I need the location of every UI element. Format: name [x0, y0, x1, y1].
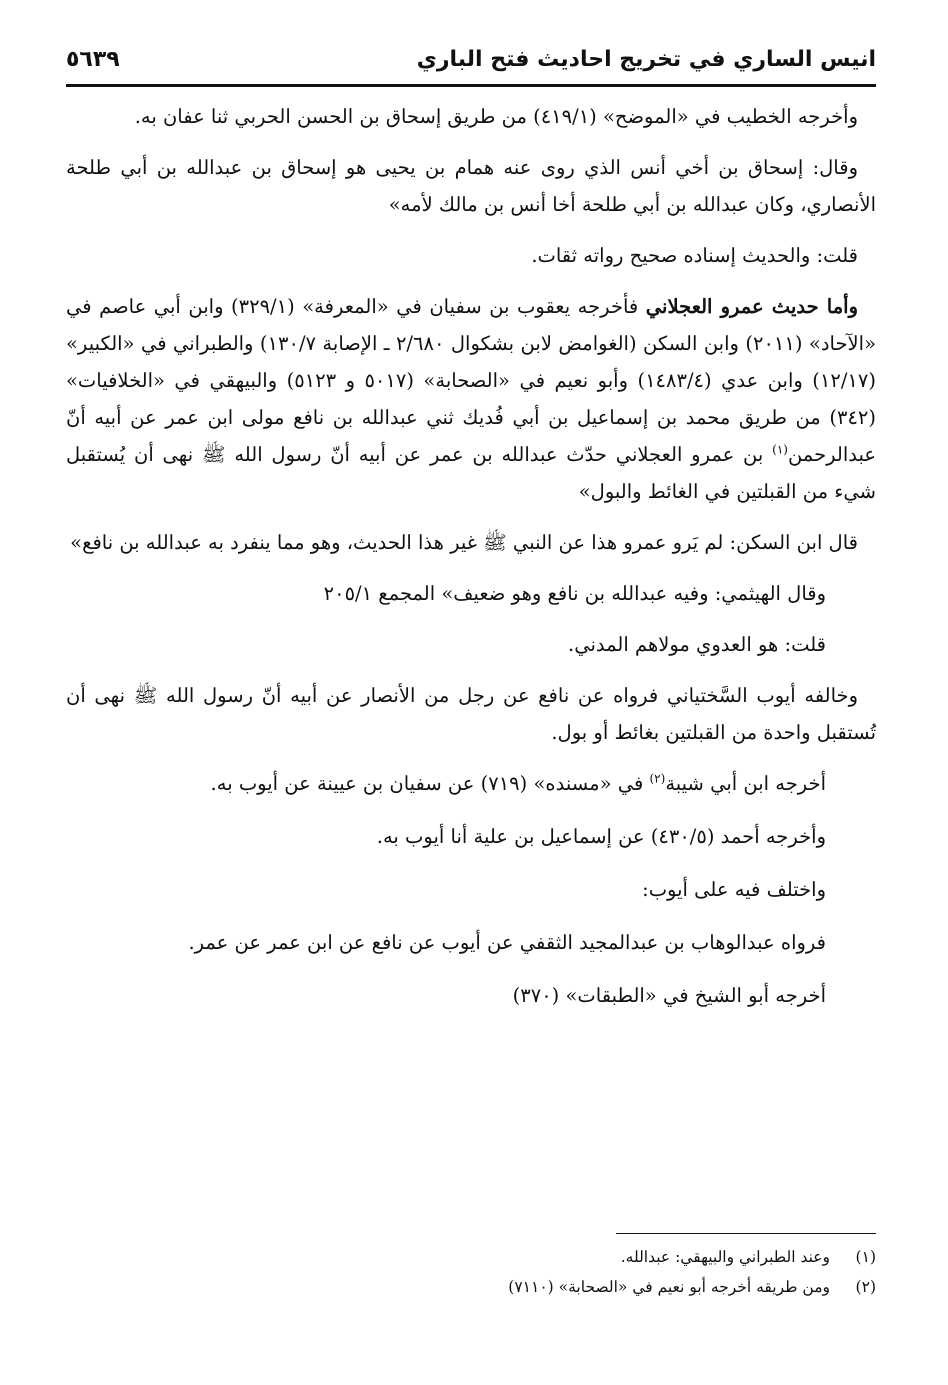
- paragraph: وأخرجه أحمد (٤٣٠/٥) عن إسماعيل بن علية أنا أيوب به.: [376, 825, 826, 848]
- footnote-number: (٢): [855, 1278, 876, 1296]
- footnote-text: ومن طريقه أخرجه أبو نعيم في «الصحابة» (٧١١٠): [508, 1278, 830, 1296]
- footnotes: [66, 1242, 876, 1302]
- paragraph: وقال: إسحاق بن أخي أنس الذي روى عنه همام بن يحيى هو إسحاق بن عبدالله بن أبي طلحة الأنصاري، وكان عبدالله بن أبي طلحة أخا أنس بن مالك لأمه»: [66, 156, 876, 216]
- footnote: [66, 1272, 876, 1302]
- page-number: ٥٦٣٩: [66, 46, 120, 72]
- paragraph: واختلف فيه على أيوب:: [642, 878, 826, 901]
- main-text: [66, 98, 876, 1030]
- paragraph: فرواه عبدالوهاب بن عبدالمجيد الثقفي عن أيوب عن نافع عن ابن عمر عن عمر.: [188, 931, 826, 954]
- paragraph: قلت: هو العدوي مولاهم المدني.: [568, 633, 826, 656]
- footnote: [66, 1242, 876, 1272]
- paragraph-text: بن عمرو العجلاني حدّث عبدالله بن عمر عن أبيه أنّ رسول الله ﷺ نهى أن يُستقبل شيء من القبلتين في الغائط والبول»: [66, 443, 876, 503]
- footnote-divider: [616, 1233, 876, 1234]
- paragraph-text: في «مسنده» (٧١٩) عن سفيان بن عيينة عن أيوب به.: [210, 772, 650, 795]
- footnote-ref: (٢): [649, 771, 666, 786]
- paragraph: أخرجه أبو الشيخ في «الطبقات» (٣٧٠): [512, 984, 826, 1007]
- paragraph: وخالفه أيوب السَّختياني فرواه عن نافع عن رجل من الأنصار عن أبيه أنّ رسول الله ﷺ نهى أن تُستقبل واحدة من القبلتين بغائط أو بول.: [66, 684, 876, 744]
- paragraph: [66, 765, 876, 802]
- paragraph: قلت: والحديث إسناده صحيح رواته ثقات.: [531, 244, 858, 267]
- page-header: [66, 38, 876, 80]
- paragraph: وقال الهيثمي: وفيه عبدالله بن نافع وهو ضعيف» المجمع ٢٠٥/١: [323, 582, 826, 605]
- section-heading: وأما حديث عمرو العجلاني: [645, 295, 859, 318]
- paragraph-text: أخرجه ابن أبي شيبة: [665, 772, 826, 795]
- paragraph: وأخرجه الخطيب في «الموضح» (٤١٩/١) من طريق إسحاق بن الحسن الحربي ثنا عفان به.: [134, 105, 858, 128]
- footnote-number: (١): [855, 1248, 876, 1266]
- footnote-text: وعند الطبراني والبيهقي: عبدالله.: [620, 1248, 830, 1266]
- footnote-ref: (١): [772, 442, 788, 457]
- paragraph-text: فأخرجه يعقوب بن سفيان في «المعرفة» (٣٢٩/١) وابن أبي عاصم في «الآحاد» (٢٠١١) وابن السكن (الغوامض لابن بشكوال ٢/٦٨٠ ـ الإصابة ١٣٠/٧) والطبراني في «الكبير» (١٢/١٧) وابن عدي (١٤٨٣/٤) وأبو نعيم في «الصحابة» (٥٠١٧ و ٥١٢٣) والبيهقي في «الخلافيات» (٣٤٢) من طريق محمد بن إسماعيل بن أبي فُديك ثني عبدالله بن نافع مولى ابن عمر عن أبيه أنّ عبدالرحمن: [66, 295, 876, 466]
- running-title: انيس الساري في تخريج احاديث فتح الباري: [416, 46, 876, 72]
- paragraph: قال ابن السكن: لم يَرو عمرو هذا عن النبي ﷺ غير هذا الحديث، وهو مما ينفرد به عبدالله بن نافع»: [70, 531, 858, 554]
- header-divider: [66, 84, 876, 87]
- paragraph-amr-hadith: [66, 288, 876, 510]
